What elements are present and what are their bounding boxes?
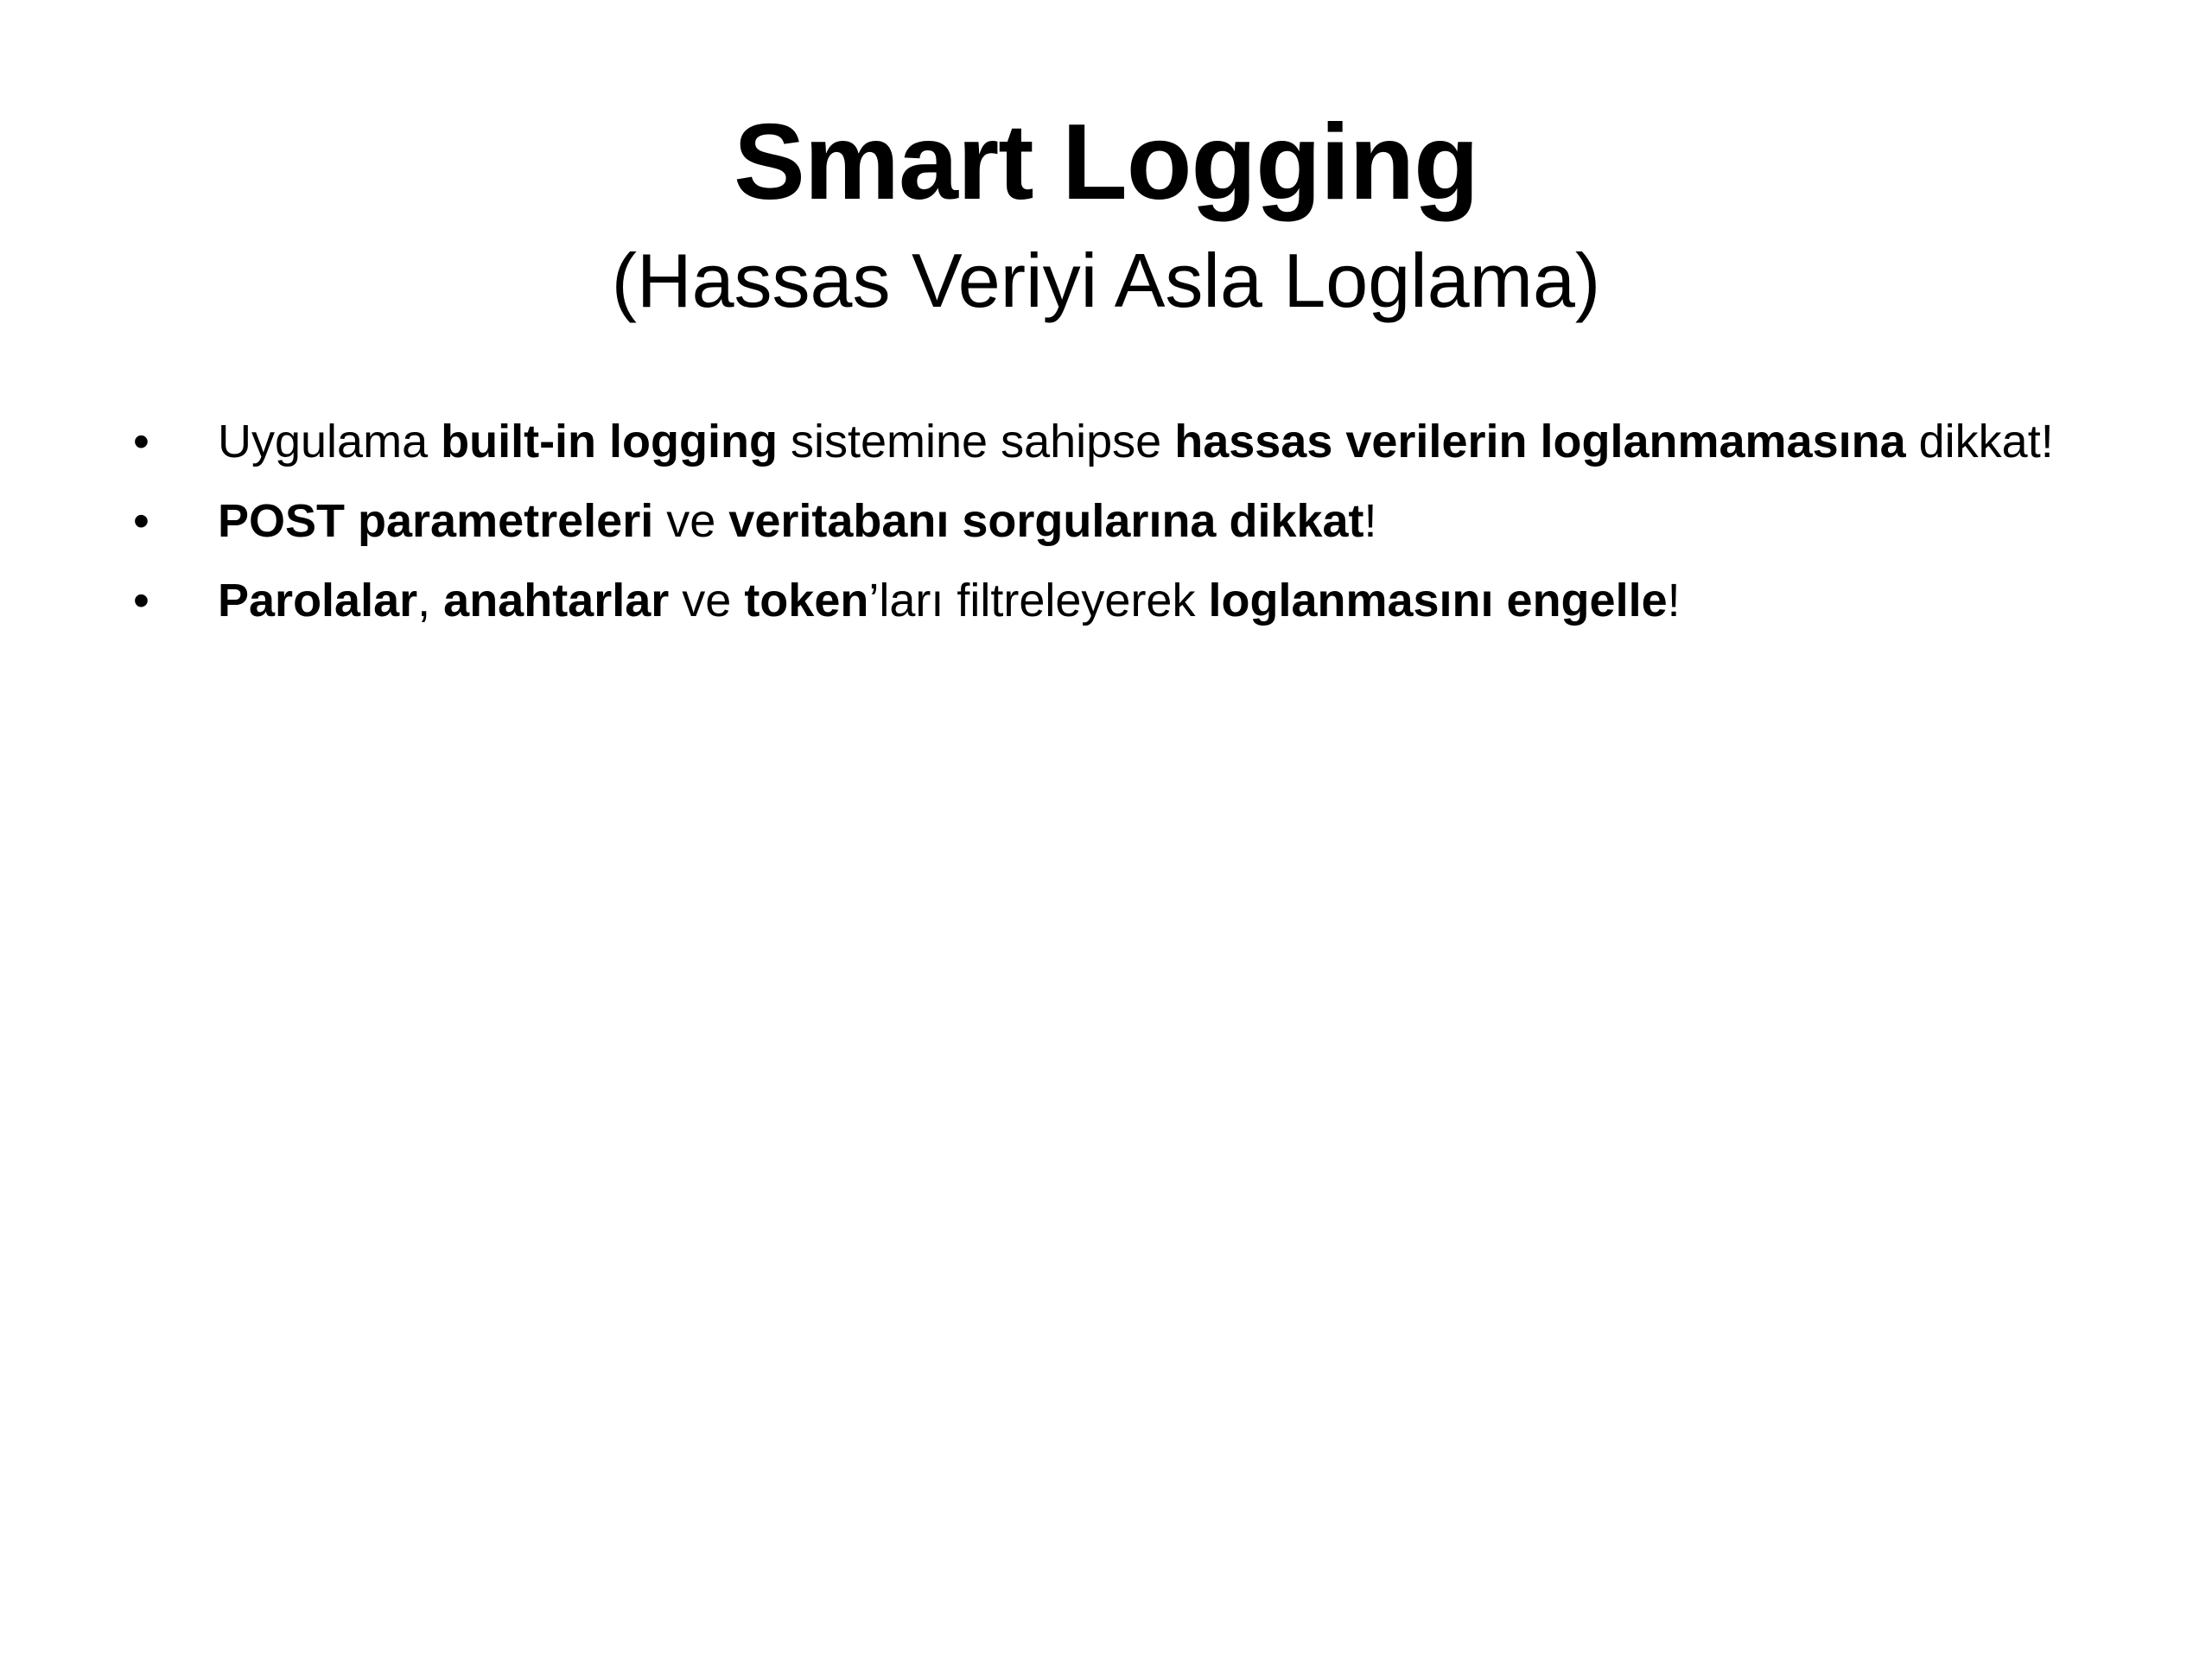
bullet-text-segment: sistemine sahipse	[777, 416, 1175, 467]
bullet-text-segment: ’ları filtreleyerek	[868, 575, 1209, 626]
bullet-item-1	[130, 402, 2195, 481]
slide-title: Smart Logging	[734, 103, 1478, 222]
bullet-text-segment: ve	[653, 495, 729, 547]
bullet-item-3	[130, 561, 2195, 640]
bullet-text-bold: loglanmasını engelle	[1208, 575, 1668, 626]
bullet-marker-icon: •	[133, 575, 149, 626]
bullet-list	[130, 402, 2195, 640]
bullet-text-bold: Parolalar	[218, 575, 418, 626]
bullet-text-bold: built-in logging	[441, 416, 778, 467]
slide-subtitle: (Hassas Veriyi Asla Loglama)	[611, 238, 1601, 323]
bullet-text-bold: anahtarlar	[443, 575, 670, 626]
bullet-marker-icon: •	[133, 416, 149, 467]
bullet-text-segment: !	[1667, 575, 1681, 626]
bullet-text-segment: dikkat!	[1905, 416, 2054, 467]
bullet-marker-icon: •	[133, 495, 149, 547]
bullet-text-bold: token	[744, 575, 869, 626]
bullet-text-segment: Uygulama	[218, 416, 442, 467]
bullet-text-bold: POST parametreleri	[218, 495, 654, 547]
bullet-text-segment: ,	[417, 575, 444, 626]
bullet-text-bold: veritabanı sorgularına dikkat	[728, 495, 1364, 547]
bullet-text-bold: hassas verilerin loglanmamasına	[1174, 416, 1906, 467]
bullet-item-2	[130, 481, 2195, 561]
bullet-text-segment: ve	[669, 575, 745, 626]
bullet-text-segment: !	[1363, 495, 1377, 547]
